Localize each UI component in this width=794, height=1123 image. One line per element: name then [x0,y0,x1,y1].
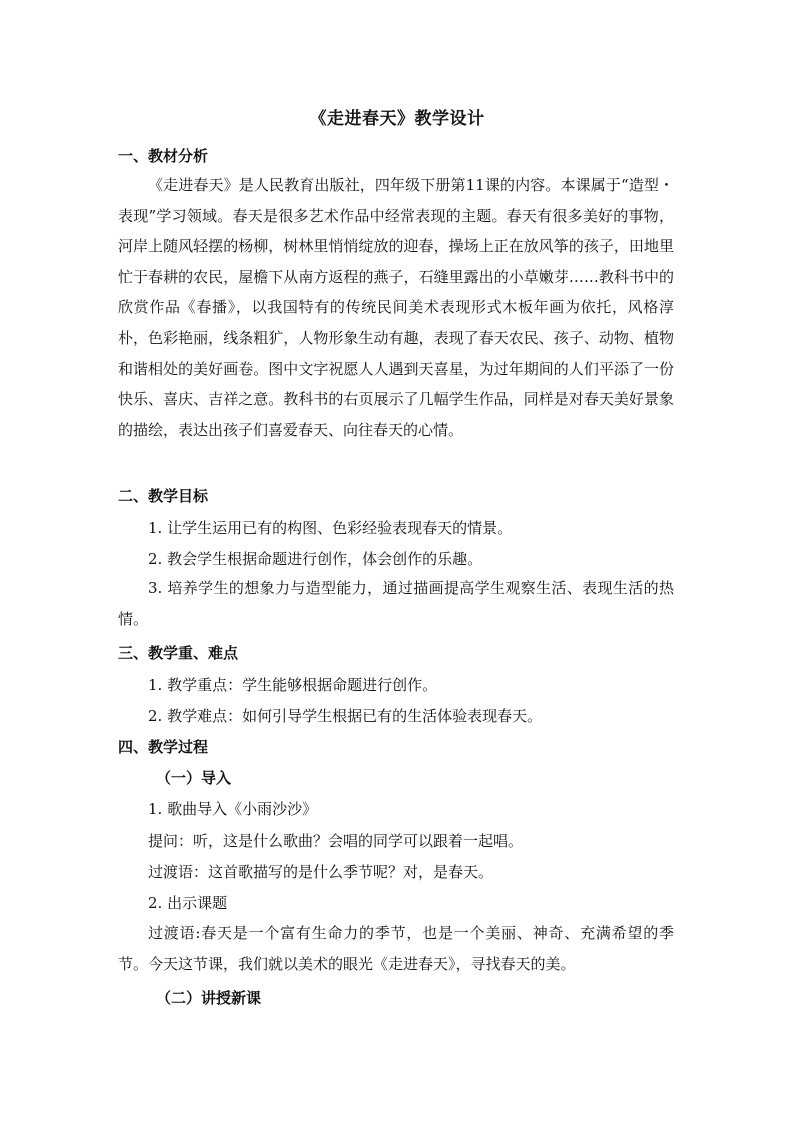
subsection-heading-intro: （一）导入 [156,769,232,787]
objective-item-3: 3. 培养学生的想象力与造型能力，通过描画提高学生观察生活、表现生活的热情。 [118,579,674,628]
section-heading-process: 四、教学过程 [118,738,209,756]
section-heading-objectives: 二、教学目标 [118,487,209,505]
objective-item-1: 1. 让学生运用已有的构图、色彩经验表现春天的情景。 [148,519,513,537]
process-step-topic: 2. 出示课题 [148,894,228,912]
process-transition-2: 过渡语:春天是一个富有生命力的季节，也是一个美丽、神奇、充满希望的季节。今天这节课，我们就以美术的眼光《走进春天》，寻找春天的美。 [118,924,674,973]
process-step-song: 1. 歌曲导入《小雨沙沙》 [148,800,318,818]
section-heading-analysis: 一、教材分析 [118,147,209,165]
key-point-item: 1. 教学重点：学生能够根据命题进行创作。 [148,676,438,694]
analysis-paragraph: 《走进春天》是人民教育出版社，四年级下册第11课的内容。本课属于“造型・表现”学习领域。春天是很多艺术作品中经常表现的主题。春天有很多美好的事物，河岸上随风轻摆的杨柳，树林里悄悄绽放的迎春，操场上正在放风筝的孩子，田地里忙于春耕的农民，屋檐下从南方返程的燕子，石缝里露出的小草嫩芽……教科书中的欣赏作品《春播》，以我国特有的传统民间美术表现形式木板年画为依托，风格淳朴，色彩艳丽，线条粗犷，人物形象生动有趣，表现了春天农民、孩子、动物、植物和谐相处的美好画卷。图中文字祝愿人人遇到天喜星，为过年期间的人们平添了一份快乐、喜庆、吉祥之意。教科书的右页展示了几幅学生作品，同样是对春天美好景象的描绘，表达出孩子们喜爱春天、向往春天的心情。 [118,176,674,439]
section-heading-key-points: 三、教学重、难点 [118,644,239,662]
difficulty-item: 2. 教学难点：如何引导学生根据已有的生活体验表现春天。 [148,707,543,725]
process-question: 提问：听，这是什么歌曲？会唱的同学可以跟着一起唱。 [148,832,524,850]
objective-item-2: 2. 教会学生根据命题进行创作，体会创作的乐趣。 [148,550,483,568]
page-title: 《走进春天》教学设计 [309,109,485,129]
process-transition-1: 过渡语：这首歌描写的是什么季节呢？对，是春天。 [148,863,494,881]
subsection-heading-new-lesson: （二）讲授新课 [156,989,262,1007]
